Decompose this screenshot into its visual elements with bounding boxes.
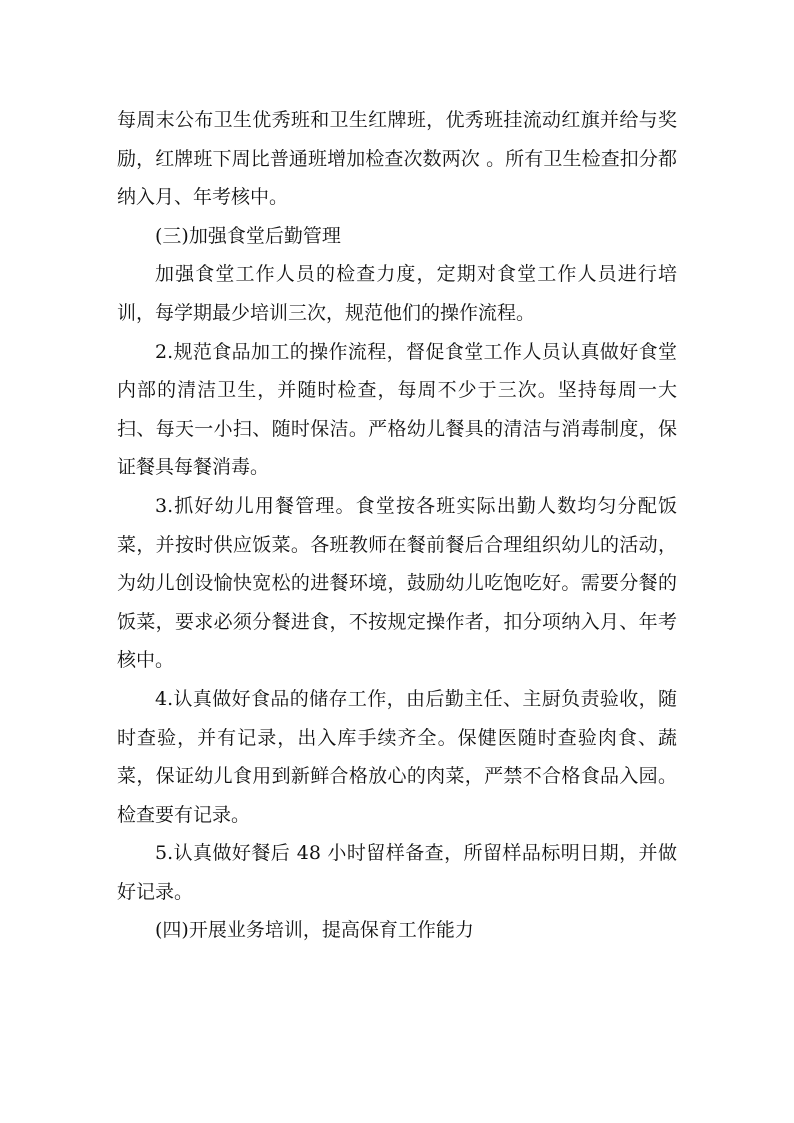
- paragraph-meal-management: 3.抓好幼儿用餐管理。食堂按各班实际出勤人数均匀分配饭菜，并按时供应饭菜。各班教师在餐前餐后合理组织幼儿的活动，为幼儿创设愉快宽松的进餐环境，鼓励幼儿吃饱吃好。需要分餐的饭菜，要求必须分餐进食，不按规定操作者，扣分项纳入月、年考核中。: [117, 494, 677, 672]
- paragraph-sample-retention: 5.认真做好餐后 48 小时留样备查，所留样品标明日期，并做好记录。: [117, 842, 677, 903]
- paragraph-food-processing: 2.规范食品加工的操作流程，督促食堂工作人员认真做好食堂内部的清洁卫生，并随时检查，每周不少于三次。坚持每周一大扫、每天一小扫、随时保洁。严格幼儿餐具的清洁与消毒制度，保证餐具每餐消毒。: [117, 340, 677, 479]
- paragraph-staff-inspection: 加强食堂工作人员的检查力度，定期对食堂工作人员进行培训，每学期最少培训三次，规范他们的操作流程。: [117, 263, 677, 324]
- paragraph-food-storage: 4.认真做好食品的储存工作，由后勤主任、主厨负责验收，随时查验，并有记录，出入库手续齐全。保健医随时查验肉食、蔬菜，保证幼儿食用到新鲜合格放心的肉菜，严禁不合格食品入园。检查要有记录。: [117, 687, 677, 826]
- section-heading-canteen-management: (三)加强食堂后勤管理: [155, 224, 341, 247]
- document-body: [117, 101, 677, 950]
- paragraph-hygiene-ranking: 每周末公布卫生优秀班和卫生红牌班，优秀班挂流动红旗并给与奖励，红牌班下周比普通班增加检查次数两次 。所有卫生检查扣分都纳入月、年考核中。: [117, 109, 677, 209]
- section-heading-staff-training: (四)开展业务培训，提高保育工作能力: [155, 919, 474, 942]
